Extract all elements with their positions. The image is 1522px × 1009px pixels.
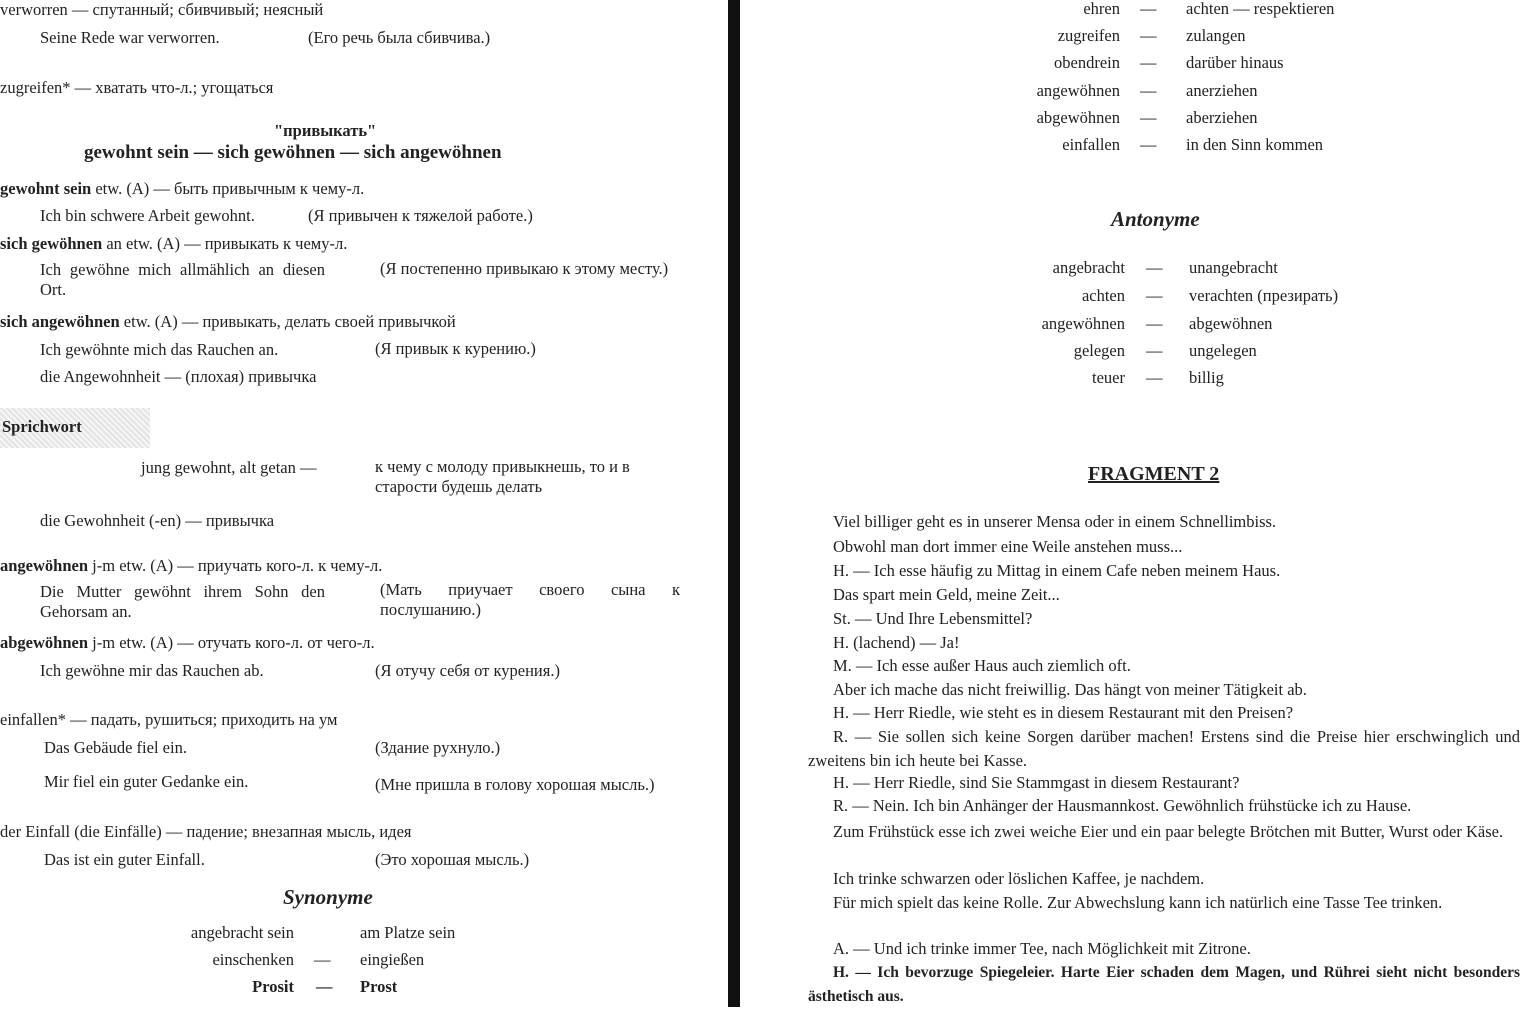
example-ru: (Я постепенно привыкаю к этому месту.) — [380, 259, 669, 278]
synonym-right: achten — respektieren — [1186, 0, 1335, 18]
example-de: Das Gebäude fiel ein. — [44, 738, 187, 757]
antonym-right: unangebracht — [1189, 258, 1278, 277]
antonym-dash: — — [1146, 258, 1163, 277]
dialogue-paragraph: Zum Frühstück esse ich zwei weiche Eier und ein paar belegte Brötchen mit Butter, Wurst oder Käse. — [833, 822, 1504, 841]
entry-einfall: der Einfall (die Einfälle) — падение; внезапная мысль, идея — [0, 822, 412, 841]
dialogue-line: H. — Herr Riedle, wie steht es in diesem Restaurant mit den Preisen? — [833, 703, 1294, 722]
dialogue-line: H. — Ich esse häufig zu Mittag in einem Cafe neben meinem Haus. — [833, 561, 1281, 580]
entry-sich-angewoehnen: sich angewöhnen etw. (A) — привыкать, делать своей привычкой — [0, 312, 456, 331]
synonym-right: in den Sinn kommen — [1186, 135, 1324, 154]
example-ru: (Я привычен к тяжелой работе.) — [308, 206, 533, 225]
example-ru: (Это хорошая мысль.) — [375, 850, 530, 869]
proverb-de: jung gewohnt, alt getan — — [141, 458, 317, 477]
synonym-dash: — — [1140, 135, 1157, 154]
synonyme-heading: Synonyme — [283, 885, 373, 909]
synonym-right: Prost — [360, 977, 398, 996]
fragment-title: FRAGMENT 2 — [1088, 463, 1220, 485]
antonym-dash: — — [1146, 314, 1163, 333]
example-ru: (Я отучу себя от курения.) — [375, 661, 560, 680]
synonym-left: angewöhnen — [1036, 81, 1120, 100]
example-ru: (Я привык к курению.) — [375, 339, 536, 358]
synonym-dash: — — [1140, 0, 1157, 18]
dialogue-line: Das spart mein Geld, meine Zeit... — [833, 585, 1060, 604]
dialogue-line: Aber ich mache das nicht freiwillig. Das hängt von meiner Tätigkeit ab. — [833, 680, 1307, 699]
synonym-right: aberziehen — [1186, 108, 1258, 127]
synonym-left: Prosit — [252, 977, 294, 996]
example-ru: (Мать приучает своего сына к послушанию.) — [380, 580, 680, 619]
antonyme-heading: Antonyme — [1111, 207, 1200, 231]
antonym-dash: — — [1146, 286, 1163, 305]
example-de: Seine Rede war verworren. — [40, 28, 220, 47]
antonym-left: angewöhnen — [1041, 314, 1125, 333]
dialogue-line: Viel billiger geht es in unserer Mensa oder in einem Schnellimbiss. — [833, 512, 1277, 531]
synonym-right: darüber hinaus — [1186, 53, 1284, 72]
synonym-left: zugreifen — [1057, 26, 1120, 45]
antonym-dash: — — [1146, 341, 1163, 360]
section-title-ru: "привыкать" — [274, 121, 377, 140]
synonym-right: zulangen — [1186, 26, 1246, 45]
example-de: Ich gewöhne mich allmählich an diesen Ort. — [40, 260, 325, 299]
entry-abgewoehnen: abgewöhnen j-m etw. (A) — отучать кого-л. от чего-л. — [0, 633, 375, 652]
synonym-left: angebracht sein — [190, 923, 294, 942]
dialogue-line: Ich trinke schwarzen oder löslichen Kaffee, je nachdem. — [833, 869, 1205, 888]
synonym-right: anerziehen — [1186, 81, 1258, 100]
entry-gewohnt-sein: gewohnt sein etw. (A) — быть привычным к чему-л. — [0, 179, 365, 198]
antonym-right: abgewöhnen — [1189, 314, 1273, 333]
entry-gewohnheit: die Gewohnheit (-en) — привычка — [40, 511, 275, 530]
antonym-right: verachten (презирать) — [1189, 286, 1339, 305]
left-page — [0, 0, 728, 1007]
proverb-ru: к чему с молоду привыкнешь, то и в старости будешь делать — [375, 457, 630, 496]
dialogue-paragraph: R. — Sie sollen sich keine Sorgen darüber machen! Erstens sind die Preise hier erschwinglich und zweitens bin ich heute bei Kasse. — [808, 727, 1520, 770]
synonym-dash: — — [1140, 81, 1157, 100]
synonym-left: einfallen — [1062, 135, 1120, 154]
synonym-left: ehren — [1083, 0, 1120, 18]
dialogue-line: St. — Und Ihre Lebensmittel? — [833, 609, 1033, 628]
sprichwort-heading: Sprichwort — [2, 417, 82, 436]
dialogue-paragraph: Für mich spielt das keine Rolle. Zur Abwechslung kann ich natürlich eine Tasse Tee trinken. — [833, 893, 1443, 912]
antonym-left: gelegen — [1073, 341, 1125, 360]
example-de: Die Mutter gewöhnt ihrem Sohn den Gehorsam an. — [40, 582, 325, 621]
synonym-left: abgewöhnen — [1036, 108, 1120, 127]
entry-angewoehnen: angewöhnen j-m etw. (A) — приучать кого-л. к чему-л. — [0, 556, 383, 575]
antonym-left: teuer — [1092, 368, 1125, 387]
synonym-left: obendrein — [1054, 53, 1120, 72]
section-title-de: gewohnt sein — sich gewöhnen — sich angewöhnen — [84, 142, 502, 163]
entry-angewohnheit: die Angewohnheit — (плохая) привычка — [40, 367, 317, 386]
example-de: Mir fiel ein guter Gedanke ein. — [44, 772, 249, 791]
synonym-right: eingießen — [360, 950, 425, 969]
entry-zugreifen: zugreifen* — хватать что-л.; угощаться — [0, 78, 274, 97]
synonym-left: einschenken — [212, 950, 294, 969]
example-ru: (Здание рухнуло.) — [375, 738, 501, 757]
synonym-dash: — — [314, 950, 331, 969]
book-gutter — [728, 0, 740, 1007]
antonym-right: ungelegen — [1189, 341, 1257, 360]
dialogue-line: H. (lachend) — Ja! — [833, 633, 960, 652]
dialogue-line: R. — Nein. Ich bin Anhänger der Hausmannkost. Gewöhnlich frühstücke ich zu Hause. — [833, 796, 1412, 815]
entry-verworren: verworren — спутанный; сбивчивый; неясный — [0, 0, 324, 19]
example-de: Ich gewöhne mir das Rauchen ab. — [40, 661, 264, 680]
entry-einfallen: einfallen* — падать, рушиться; приходить на ум — [0, 710, 338, 729]
synonym-dash: — — [1140, 26, 1157, 45]
example-de: Das ist ein guter Einfall. — [44, 850, 205, 869]
right-page — [740, 0, 1522, 1007]
synonym-dash: — — [316, 977, 333, 996]
synonym-right: am Platze sein — [360, 923, 456, 942]
antonym-left: achten — [1081, 286, 1125, 305]
example-de: Ich bin schwere Arbeit gewohnt. — [40, 206, 255, 225]
entry-sich-gewoehnen: sich gewöhnen an etw. (A) — привыкать к чему-л. — [0, 234, 348, 253]
synonym-dash: — — [1140, 53, 1157, 72]
example-de: Ich gewöhnte mich das Rauchen an. — [40, 340, 279, 359]
dialogue-line: A. — Und ich trinke immer Tee, nach Möglichkeit mit Zitrone. — [833, 939, 1251, 958]
synonym-dash: — — [1140, 108, 1157, 127]
dialogue-line: M. — Ich esse außer Haus auch ziemlich oft. — [833, 656, 1131, 675]
dialogue-line: H. — Herr Riedle, sind Sie Stammgast in diesem Restaurant? — [833, 773, 1240, 792]
antonym-left: angebracht — [1052, 258, 1125, 277]
antonym-right: billig — [1189, 368, 1224, 387]
antonym-dash: — — [1146, 368, 1163, 387]
example-ru: (Его речь была сбивчива.) — [308, 28, 491, 47]
dialogue-line: Obwohl man dort immer eine Weile anstehen muss... — [833, 537, 1183, 556]
example-ru: (Мне пришла в голову хорошая мысль.) — [375, 775, 655, 794]
dialogue-paragraph: H. — Ich bevorzuge Spiegeleier. Harte Eier schaden dem Magen, und Rührei sieht nicht besonders ästhetisch aus. — [808, 964, 1520, 1005]
